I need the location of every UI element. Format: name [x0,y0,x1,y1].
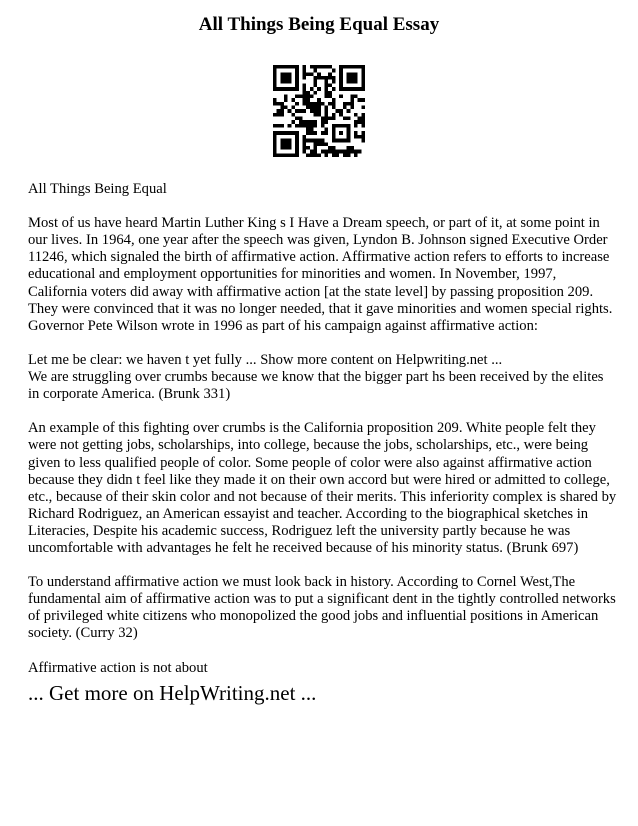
essay-body [28,181,618,694]
paragraph: Affirmative action is not about [28,659,208,676]
paragraph: An example of this fighting over crumbs is the California proposition 209. White people felt they were not getting jobs, scholarships, into college, because the jobs, scholarships, etc., were being given to less qualified people of color. Some people of color were also against affirmative action because they didn t feel like they made it on their own accord but were hired or admitted to college, etc., because of their skin color and not because of their merits. This inferiority complex is shared by Richard Rodriguez, an American essayist and teacher. According to the biographical sketches in Literacies, Despite his academic success, Rodriguez left the university partly because he was uncomfortable with advantages he felt he received because of his minority status. (Brunk 697) [28,420,617,556]
essay-subtitle: All Things Being Equal [28,181,167,197]
show-more-line: Let me be clear: we haven t yet fully ... Show more content on Helpwriting.net ... [28,351,503,368]
get-more-link[interactable]: ... Get more on HelpWriting.net ... [28,681,317,705]
page-title: All Things Being Equal Essay [198,14,440,35]
paragraph: We are struggling over crumbs because we know that the bigger part hs been received by the elites in corporate America. (Brunk 331) [28,369,604,403]
paragraph: To understand affirmative action we must look back in history. According to Cornel West,The fundamental aim of affirmative action was to put a significant dent in the tightly controlled networks of privileged white citizens who monopolized the good jobs and influential positions in American society. (Curry 32) [28,574,616,642]
qr-code-icon [273,65,365,157]
paragraph: Most of us have heard Martin Luther King s I Have a Dream speech, or part of it, at some point in our lives. In 1964, one year after the speech was given, Lyndon B. Johnson signed Executive Order 11246, which signaled the birth of affirmative action. Affirmative action refers to efforts to increase educational and employment opportunities for minorities and women. In November, 1997, California voters did away with affirmative action [at the state level] by passing proposition 209. They were convinced that it was no longer needed, that it gave minorities and women special rights. Governor Pete Wilson wrote in 1996 as part of his campaign against affirmative action: [28,215,613,334]
